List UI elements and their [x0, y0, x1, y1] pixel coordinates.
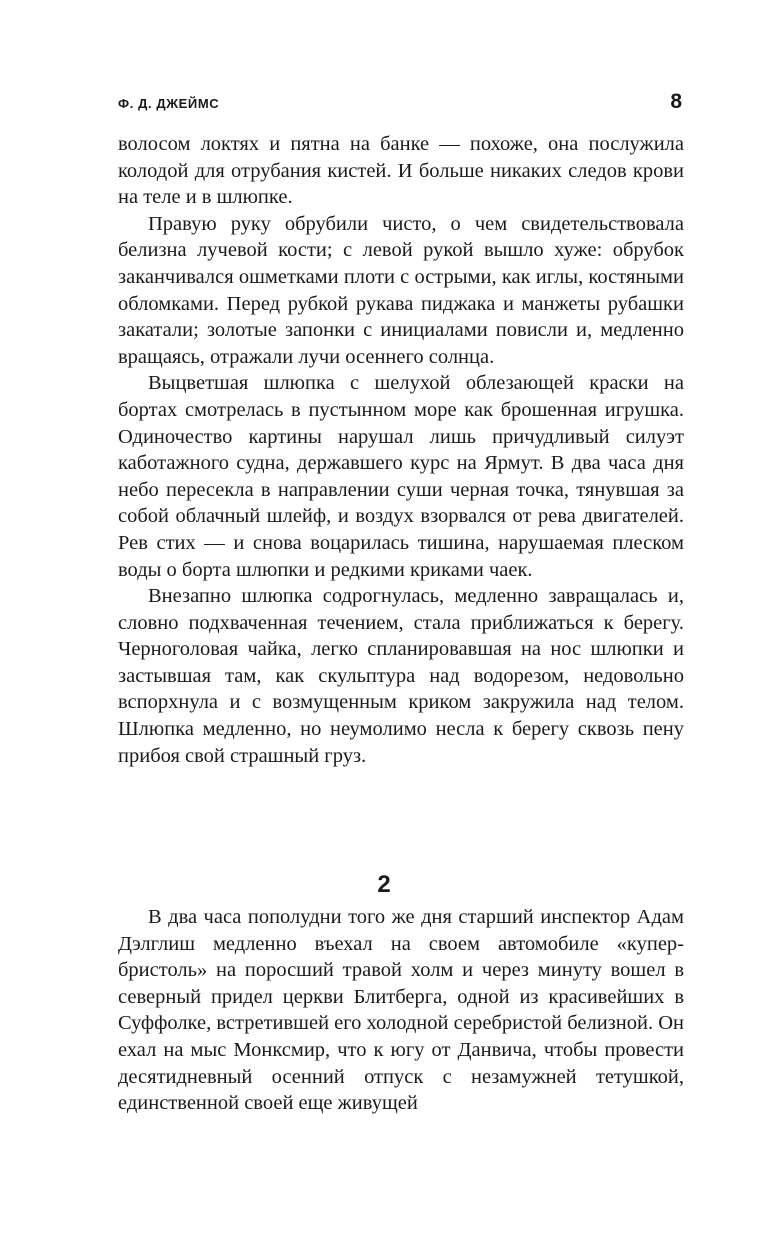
paragraph: Правую руку обрубили чисто, о чем свидетельствовала белизна лучевой кости; с левой рукой вышло хуже: обрубок заканчивался ошметками плоти с острыми, как иглы, костяными обломками. Перед рубкой рукава пиджака и манжеты рубашки закатали; золотые запонки с инициалами повисли и, медленно вращаясь, отражали лучи осеннего солнца.: [118, 212, 684, 368]
chapter-1-text: [118, 131, 684, 769]
paragraph: Внезапно шлюпка содрогнулась, медленно завращалась и, словно подхваченная течением, стала приближаться к берегу. Черноголовая чайка, легко спланировавшая на нос шлюпки и застывшая там, как скульптура над водорезом, недовольно вспорхнула и с возмущенным криком закружила над телом. Шлюпка медленно, но неумолимо несла к берегу сквозь пену прибоя свой страшный груз.: [118, 585, 684, 767]
author-name: Ф. Д. ДЖЕЙМС: [118, 96, 220, 111]
chapter-number: 2: [377, 871, 391, 898]
paragraph-continued: волосом локтях и пятна на банке — похоже, она послужила колодой для отрубания кистей. И больше никаких следов крови на теле и в шлюпке.: [118, 133, 684, 209]
running-header: [118, 88, 682, 116]
chapter-2-text: [118, 904, 684, 1117]
paragraph: Выцветшая шлюпка с шелухой облезающей краски на бортах смотрелась в пустынном море как брошенная игрушка. Одиночество картины нарушал лишь причудливый силуэт каботажного судна, державшего курс на Ярмут. В два часа дня небо пересекла в направлении суши черная точка, тянувшая за собой облачный шлейф, и воздух взорвался от рева двигателей. Рев стих — и снова воцарилась тишина, нарушаемая плеском воды о борта шлюпки и редкими криками чаек.: [118, 372, 684, 581]
paragraph: В два часа пополудни того же дня старший инспектор Адам Дэлглиш медленно въехал на своем автомобиле «купер-бристоль» на поросший травой холм и через минуту вошел в северный придел церкви Блитберга, одной из красивейших в Суффолке, встретившей его холодной серебристой белизной. Он ехал на мыс Монксмир, что к югу от Данвича, чтобы провести десятидневный осенний отпуск с незамужней тетушкой, единственной своей еще живущей: [118, 906, 684, 1115]
page-number: 8: [670, 90, 682, 113]
